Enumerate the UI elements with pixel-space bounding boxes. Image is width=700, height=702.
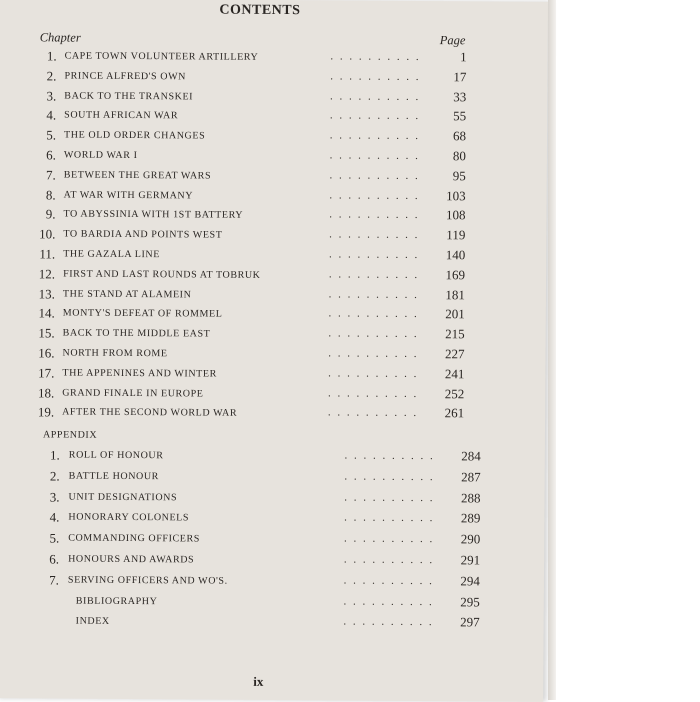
entry-number: 2. <box>32 68 56 84</box>
entry-page-number: 55 <box>426 108 466 124</box>
entry-page-number: 297 <box>440 615 480 631</box>
entry-number: 13. <box>31 286 55 302</box>
entry-page-number: 103 <box>426 188 466 204</box>
entry-number: 4. <box>35 510 59 526</box>
dot-leader: . . . . . . . . . . <box>152 148 420 162</box>
entry-title: AFTER THE SECOND WORLD WAR <box>62 407 237 419</box>
entry-page-number: 290 <box>440 531 480 547</box>
entry-number: 6. <box>32 147 56 163</box>
dot-leader: . . . . . . . . . . <box>178 448 435 462</box>
dot-leader: . . . . . . . . . . <box>191 490 434 504</box>
dot-leader: . . . . . . . . . . <box>257 208 419 221</box>
entry-title: BIBLIOGRAPHY <box>76 595 158 607</box>
entry-title: BACK TO THE TRANSKEI <box>64 90 193 102</box>
entry-number: 17. <box>30 365 54 381</box>
page-title: CONTENTS <box>0 1 520 21</box>
dot-leader: . . . . . . . . . . <box>200 69 420 83</box>
entry-page-number: 289 <box>440 511 480 527</box>
entry-title: THE GAZALA LINE <box>63 249 160 261</box>
entry-number: 14. <box>31 306 55 322</box>
entry-number: 9. <box>31 207 55 223</box>
entry-page-number: 241 <box>424 366 464 382</box>
entry-number: 3. <box>35 489 59 505</box>
toc-entry <box>0 551 544 575</box>
dot-leader: . . . . . . . . . . <box>203 511 434 525</box>
toc-entry <box>0 447 545 471</box>
toc-entry <box>0 572 544 596</box>
toc-entry <box>0 468 545 492</box>
dot-leader: . . . . . . . . . . <box>274 268 419 281</box>
entry-number: 19. <box>30 405 54 421</box>
entry-page-number: 294 <box>440 573 480 589</box>
entry-page-number: 140 <box>425 247 465 263</box>
entry-number: 7. <box>32 167 56 183</box>
dot-leader: . . . . . . . . . . <box>208 553 434 567</box>
entry-page-number: 295 <box>440 594 480 610</box>
entry-page-number: 17 <box>426 69 466 85</box>
dot-leader: . . . . . . . . . . <box>231 367 418 380</box>
entry-title: FIRST AND LAST ROUNDS AT TOBRUK <box>63 268 261 280</box>
dot-leader: . . . . . . . . . . <box>207 89 420 102</box>
entry-page-number: 181 <box>425 287 465 303</box>
dot-leader: . . . . . . . . . . <box>173 469 435 483</box>
toc-entry <box>0 404 545 428</box>
entry-page-number: 68 <box>426 128 466 144</box>
entry-title: BETWEEN THE GREAT WARS <box>64 169 211 181</box>
entry-page-number: 284 <box>441 448 481 464</box>
entry-title: BACK TO THE MIDDLE EAST <box>63 328 211 340</box>
dot-leader: . . . . . . . . . . <box>172 594 434 608</box>
dot-leader: . . . . . . . . . . <box>225 327 419 340</box>
entry-number: 10. <box>31 226 55 242</box>
entry-page-number: 119 <box>425 227 465 243</box>
page-column-header: Page <box>440 33 466 48</box>
dot-leader: . . . . . . . . . . <box>242 574 434 587</box>
entry-page-number: 80 <box>426 148 466 164</box>
toc-entry <box>0 489 545 513</box>
entry-page-number: 1 <box>427 49 467 65</box>
entry-page-number: 108 <box>425 207 465 223</box>
entry-title: TO BARDIA AND POINTS WEST <box>63 229 222 241</box>
entry-number: 5. <box>35 531 59 547</box>
dot-leader: . . . . . . . . . . <box>207 188 420 201</box>
entry-number: 4. <box>32 108 56 124</box>
entry-number: 15. <box>31 325 55 341</box>
entry-page-number: 95 <box>426 168 466 184</box>
entry-page-number: 252 <box>424 386 464 402</box>
entry-number: 2. <box>36 468 60 484</box>
entry-title: THE STAND AT ALAMEIN <box>63 288 192 300</box>
entry-number: 11. <box>31 246 55 262</box>
entry-number: 16. <box>30 345 54 361</box>
entry-title: PRINCE ALFRED'S OWN <box>64 70 186 82</box>
appendix-heading: APPENDIX <box>43 429 97 440</box>
entry-title: SOUTH AFRICAN WAR <box>64 110 178 122</box>
entry-title: HONOURS AND AWARDS <box>68 554 194 566</box>
entry-title: MONTY'S DEFEAT OF ROMMEL <box>63 308 223 320</box>
entry-number: 7. <box>35 572 59 588</box>
dot-leader: . . . . . . . . . . <box>174 247 419 261</box>
entry-title: UNIT DESIGNATIONS <box>68 491 177 503</box>
entry-number: 6. <box>35 551 59 567</box>
entry-number: 12. <box>31 266 55 282</box>
entry-number: 18. <box>30 385 54 401</box>
entry-title: SERVING OFFICERS AND WO'S. <box>68 574 228 586</box>
entry-title: THE APPENINES AND WINTER <box>62 367 217 379</box>
dot-leader: . . . . . . . . . . <box>206 287 419 300</box>
entry-title: INDEX <box>76 616 110 627</box>
dot-leader: . . . . . . . . . . <box>273 50 421 63</box>
entry-title: COMMANDING OFFICERS <box>68 533 200 545</box>
dot-leader: . . . . . . . . . . <box>237 307 419 320</box>
toc-entry <box>0 613 544 637</box>
entry-page-number: 169 <box>425 267 465 283</box>
entry-number: 5. <box>32 128 56 144</box>
entry-title: BATTLE HONOUR <box>69 470 159 482</box>
entry-title: THE OLD ORDER CHANGES <box>64 130 205 142</box>
entry-page-number: 261 <box>424 405 464 421</box>
dot-leader: . . . . . . . . . . <box>124 614 434 628</box>
entry-title: HONORARY COLONELS <box>68 512 189 524</box>
entry-title: NORTH FROM ROME <box>62 348 167 360</box>
entry-number: 1. <box>36 447 60 463</box>
entry-page-number: 287 <box>441 469 481 485</box>
entry-number: 1. <box>33 48 57 64</box>
entry-title: ROLL OF HONOUR <box>69 450 164 462</box>
entry-title: WORLD WAR I <box>64 150 138 162</box>
page-edge <box>548 0 556 700</box>
entry-page-number: 288 <box>440 490 480 506</box>
entry-title: CAPE TOWN VOLUNTEER ARTILLERY <box>65 51 259 63</box>
dot-leader: . . . . . . . . . . <box>214 532 434 546</box>
dot-leader: . . . . . . . . . . <box>251 406 418 419</box>
toc-entry <box>0 509 544 533</box>
dot-leader: . . . . . . . . . . <box>217 386 418 399</box>
dot-leader: . . . . . . . . . . <box>192 109 420 123</box>
dot-leader: . . . . . . . . . . <box>219 129 420 142</box>
entry-title: AT WAR WITH GERMANY <box>64 189 194 201</box>
toc-entry <box>0 530 544 554</box>
entry-page-number: 227 <box>424 346 464 362</box>
entry-page-number: 33 <box>426 89 466 105</box>
entry-title: GRAND FINALE IN EUROPE <box>62 387 203 399</box>
entry-number: 3. <box>32 88 56 104</box>
entry-page-number: 215 <box>425 326 465 342</box>
page-folio: ix <box>253 674 263 690</box>
entry-title: TO ABYSSINIA WITH 1ST BATTERY <box>63 209 243 221</box>
toc-entry <box>0 593 544 617</box>
dot-leader: . . . . . . . . . . <box>225 168 420 181</box>
entry-page-number: 291 <box>440 552 480 568</box>
chapter-column-header: Chapter <box>40 30 81 45</box>
entry-number: 8. <box>32 187 56 203</box>
dot-leader: . . . . . . . . . . <box>236 228 419 241</box>
entry-page-number: 201 <box>425 306 465 322</box>
dot-leader: . . . . . . . . . . <box>181 346 418 360</box>
